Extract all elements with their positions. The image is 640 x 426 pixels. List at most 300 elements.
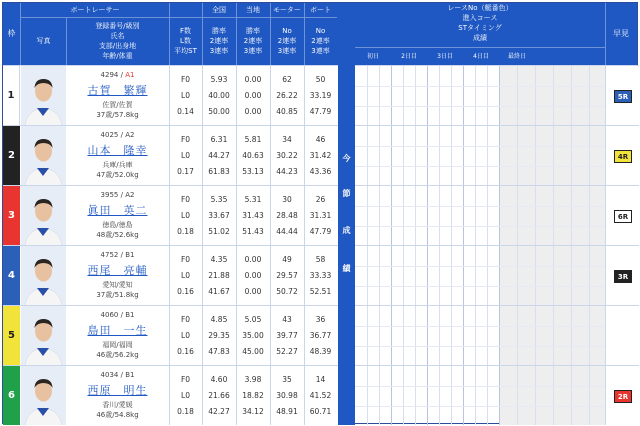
fl-st-values xyxy=(169,126,202,185)
sohaya-race-badge[interactable]: 2R xyxy=(614,390,632,403)
reg-number: 3955 xyxy=(100,191,119,199)
race-results-col-line xyxy=(391,366,392,425)
race-results-col-line xyxy=(451,66,452,125)
racer-row xyxy=(3,245,338,305)
race-results-col-line xyxy=(499,126,500,185)
race-results-grid xyxy=(355,65,605,425)
st-timing-label: STタイミング xyxy=(458,24,502,32)
konsetsu-char-1: 今 xyxy=(342,154,351,163)
f-count: F0 xyxy=(180,255,191,265)
zenkoku-3ren: 51.02 xyxy=(208,226,230,236)
boat-3ren: 47.79 xyxy=(309,106,332,116)
touchi-3ren: 34.12 xyxy=(242,406,264,416)
zenkoku-win-label: 勝率 xyxy=(212,27,226,35)
race-results-row-line xyxy=(355,226,605,227)
racer-photo xyxy=(21,246,66,305)
racer-age-weight: 37歳/51.8kg xyxy=(96,291,139,299)
racer-age-weight: 48歳/52.6kg xyxy=(96,231,139,239)
motor-2ren: 28.48 xyxy=(276,210,298,220)
racer-photo-icon xyxy=(21,66,66,125)
avg-st: 0.17 xyxy=(177,166,194,176)
motor-values xyxy=(270,186,304,245)
zenkoku-win: 5.93 xyxy=(210,75,228,85)
konsetsu-band xyxy=(338,3,355,425)
touchi-3ren-label: 3連率 xyxy=(243,47,263,55)
race-results-col-line xyxy=(517,246,518,305)
zenkoku-3ren: 41.67 xyxy=(208,286,230,296)
racer-info-header xyxy=(66,17,169,65)
race-results-col-line xyxy=(427,186,428,245)
race-results-col-line xyxy=(391,66,392,125)
race-results-row-line xyxy=(355,146,605,147)
race-results-col-line xyxy=(571,66,572,125)
race-results-col-line xyxy=(475,306,476,365)
race-results-col-line xyxy=(367,246,368,305)
race-results-row xyxy=(355,245,605,305)
touchi-values xyxy=(236,366,270,425)
race-results-col-line xyxy=(571,306,572,365)
racer-age-weight: 47歳/52.0kg xyxy=(96,171,139,179)
zenkoku-values xyxy=(202,126,236,185)
race-results-col-line xyxy=(571,246,572,305)
reg-class: 4025 / A2 xyxy=(100,131,135,139)
boat-no-label: No xyxy=(315,27,326,35)
f-count: F0 xyxy=(180,135,191,145)
race-results-col-line xyxy=(517,366,518,425)
waku-number: 3 xyxy=(3,186,20,245)
race-results-col-line xyxy=(487,126,488,185)
touchi-values xyxy=(236,186,270,245)
touchi-sub-header xyxy=(236,17,270,65)
racer-name-link[interactable]: 眞田 英二 xyxy=(87,204,148,217)
racer-info xyxy=(66,306,169,365)
fl-st-values xyxy=(169,306,202,365)
motor-values xyxy=(270,306,304,365)
konsetsu-char-3: 成 xyxy=(342,226,351,235)
race-results-col-line xyxy=(439,66,440,125)
motor-no: 49 xyxy=(282,255,292,265)
race-results-col-line xyxy=(403,306,404,365)
racer-name-link[interactable]: 西原 明生 xyxy=(87,384,148,397)
race-results-col-line xyxy=(499,186,500,245)
sohaya-cell xyxy=(605,65,639,125)
race-results-col-line xyxy=(499,306,500,365)
day-3-header: 3日目 xyxy=(437,52,453,60)
race-results-col-line xyxy=(439,306,440,365)
waku-number: 4 xyxy=(3,246,20,305)
racer-info xyxy=(66,366,169,425)
photo-header: 写真 xyxy=(36,37,51,45)
avg-st: 0.18 xyxy=(177,226,194,236)
zenkoku-3ren: 50.00 xyxy=(208,106,230,116)
touchi-win-label: 勝率 xyxy=(246,27,260,35)
boat-3ren-label: 3連率 xyxy=(311,47,330,55)
zenkoku-win: 4.35 xyxy=(210,255,228,265)
race-results-col-line xyxy=(499,246,500,305)
touchi-values xyxy=(236,306,270,365)
touchi-values xyxy=(236,126,270,185)
zenkoku-2ren: 29.35 xyxy=(208,330,230,340)
race-results-col-line xyxy=(475,186,476,245)
touchi-win: 5.31 xyxy=(244,195,262,205)
race-results-col-line xyxy=(517,306,518,365)
boat-2ren: 31.42 xyxy=(309,150,332,160)
race-results-col-line xyxy=(379,246,380,305)
sohaya-race-badge[interactable]: 5R xyxy=(614,90,632,103)
zenkoku-win: 4.60 xyxy=(210,375,228,385)
avg-st: 0.16 xyxy=(177,286,194,296)
reg-class: 4034 / B1 xyxy=(100,371,135,379)
zenkoku-2ren: 44.27 xyxy=(208,150,230,160)
l-count-label: L数 xyxy=(180,37,191,45)
racer-photo xyxy=(21,126,66,185)
race-results-row-line xyxy=(355,346,605,347)
reg-number: 4025 xyxy=(100,131,119,139)
branch-label: 支部/出身地 xyxy=(98,42,137,50)
racer-age-weight: 46歳/56.2kg xyxy=(96,351,139,359)
race-results-col-line xyxy=(427,126,428,185)
race-no-label: レースNo（艇番色） xyxy=(447,4,513,12)
race-results-col-line xyxy=(499,66,500,125)
race-results-col-line xyxy=(475,66,476,125)
avg-st: 0.18 xyxy=(177,406,194,416)
race-results-col-line xyxy=(589,246,590,305)
waku-number: 6 xyxy=(3,366,20,425)
reg-class: 4294 / A1 xyxy=(100,71,135,79)
sohaya-cell xyxy=(605,185,639,245)
touchi-2ren: 40.63 xyxy=(242,150,264,160)
l-count: L0 xyxy=(181,390,190,400)
motor-values xyxy=(270,246,304,305)
race-results-row-line xyxy=(355,266,605,267)
zenkoku-sub-header xyxy=(202,17,236,65)
racer-class: B1 xyxy=(125,311,135,319)
avg-st: 0.16 xyxy=(177,346,194,356)
touchi-win: 0.00 xyxy=(244,255,262,265)
race-results-row-line xyxy=(355,166,605,167)
race-results-col-line xyxy=(451,126,452,185)
race-results-col-line xyxy=(463,306,464,365)
race-results-col-line xyxy=(499,366,500,425)
racer-info xyxy=(66,186,169,245)
motor-3ren: 52.27 xyxy=(276,346,298,356)
boat-2ren: 41.52 xyxy=(309,390,332,400)
day-1-header: 初日 xyxy=(366,52,379,60)
zenkoku-2ren: 40.00 xyxy=(208,90,230,100)
boat-values xyxy=(304,246,337,305)
zenkoku-win: 6.31 xyxy=(210,135,228,145)
race-results-row-line xyxy=(355,206,605,207)
motor-sub-header xyxy=(270,17,304,65)
day-final-header: 最終日 xyxy=(507,52,526,60)
race-results-row-line xyxy=(355,326,605,327)
race-results-col-line xyxy=(415,126,416,185)
touchi-2ren: 0.00 xyxy=(244,90,262,100)
racer-photo-icon xyxy=(21,246,66,305)
boat-3ren: 43.36 xyxy=(309,166,332,176)
racer-row xyxy=(3,185,338,245)
boat-no: 46 xyxy=(315,135,326,145)
l-count: L0 xyxy=(181,270,190,280)
race-results-col-line xyxy=(589,306,590,365)
result-label: 成績 xyxy=(473,34,487,42)
touchi-2ren: 0.00 xyxy=(244,270,262,280)
race-results-col-line xyxy=(553,126,554,185)
motor-no-label: No xyxy=(282,27,292,35)
racer-photo xyxy=(21,366,66,425)
motor-values xyxy=(270,366,304,425)
touchi-header: 当地 xyxy=(246,6,260,14)
boat-no: 26 xyxy=(315,195,326,205)
race-results-row xyxy=(355,365,605,425)
racer-info xyxy=(66,246,169,305)
l-count: L0 xyxy=(181,210,190,220)
race-results-col-line xyxy=(451,306,452,365)
boat-header: ボート xyxy=(310,6,331,14)
sohaya-race-badge[interactable]: 4R xyxy=(614,150,632,163)
race-results-col-line xyxy=(415,66,416,125)
race-results-col-line xyxy=(379,66,380,125)
motor-no: 34 xyxy=(282,135,292,145)
race-results-col-line xyxy=(517,126,518,185)
race-results-col-line xyxy=(535,366,536,425)
motor-2ren: 26.22 xyxy=(276,90,298,100)
race-results-col-line xyxy=(403,186,404,245)
motor-no: 62 xyxy=(282,75,292,85)
racer-branch: 兵庫/兵庫 xyxy=(102,161,133,169)
race-results-col-line xyxy=(553,186,554,245)
reg-class-label: 登録番号/級別 xyxy=(95,22,140,30)
zenkoku-values xyxy=(202,66,236,125)
race-results-row-line xyxy=(355,106,605,107)
race-results-col-line xyxy=(535,66,536,125)
racer-name-link[interactable]: 山本 隆幸 xyxy=(87,144,148,157)
racer-info xyxy=(66,66,169,125)
race-results-col-line xyxy=(367,366,368,425)
racer-photo xyxy=(21,186,66,245)
waku-number: 5 xyxy=(3,306,20,365)
race-results-col-line xyxy=(427,306,428,365)
zenkoku-values xyxy=(202,366,236,425)
boat-3ren: 60.71 xyxy=(309,406,332,416)
race-results-col-line xyxy=(367,306,368,365)
race-results-col-line xyxy=(379,306,380,365)
course-label: 進入コース xyxy=(462,14,498,22)
racer-name-link[interactable]: 島田 一生 xyxy=(87,324,148,337)
racer-age-weight: 46歳/54.8kg xyxy=(96,411,139,419)
touchi-3ren: 51.43 xyxy=(242,226,264,236)
racer-name-link[interactable]: 西尾 亮輔 xyxy=(87,264,148,277)
race-results-col-line xyxy=(379,126,380,185)
race-results-col-line xyxy=(391,306,392,365)
day-4-header: 4日目 xyxy=(473,52,489,60)
zenkoku-win: 4.85 xyxy=(210,315,228,325)
boat-sub-header xyxy=(304,17,337,65)
race-results-col-line xyxy=(553,246,554,305)
race-results-col-line xyxy=(475,366,476,425)
motor-3ren: 48.91 xyxy=(276,406,298,416)
zenkoku-2ren: 21.66 xyxy=(208,390,230,400)
sohaya-cell xyxy=(605,305,639,365)
reg-class: 4752 / B1 xyxy=(100,251,135,259)
race-results-row xyxy=(355,125,605,185)
race-results-col-line xyxy=(415,306,416,365)
zenkoku-3ren-label: 3連率 xyxy=(209,47,229,55)
sohaya-header: 早見 xyxy=(613,29,629,38)
boat-2ren: 33.19 xyxy=(309,90,332,100)
touchi-win: 5.81 xyxy=(244,135,262,145)
touchi-win: 0.00 xyxy=(244,75,262,85)
race-results-col-line xyxy=(463,126,464,185)
race-results-col-line xyxy=(535,246,536,305)
fl-st-values xyxy=(169,66,202,125)
zenkoku-3ren: 42.27 xyxy=(208,406,230,416)
f-count: F0 xyxy=(180,315,191,325)
zenkoku-values xyxy=(202,306,236,365)
race-results-col-line xyxy=(415,186,416,245)
racer-branch: 香川/愛媛 xyxy=(102,401,133,409)
race-results-col-line xyxy=(403,126,404,185)
race-results-col-line xyxy=(463,246,464,305)
zenkoku-header: 全国 xyxy=(212,6,226,14)
race-results-col-line xyxy=(535,306,536,365)
sohaya-race-badge[interactable]: 3R xyxy=(614,270,632,283)
race-results-row xyxy=(355,65,605,125)
boat-no: 14 xyxy=(315,375,326,385)
waku-number: 1 xyxy=(3,66,20,125)
fl-st-values xyxy=(169,186,202,245)
waku-number: 2 xyxy=(3,126,20,185)
race-results-col-line xyxy=(475,246,476,305)
motor-2ren: 30.98 xyxy=(276,390,298,400)
touchi-values xyxy=(236,246,270,305)
motor-3ren: 40.85 xyxy=(276,106,298,116)
race-results-col-line xyxy=(391,126,392,185)
zenkoku-3ren: 47.83 xyxy=(208,346,230,356)
race-results-col-line xyxy=(571,186,572,245)
motor-3ren: 50.72 xyxy=(276,286,298,296)
race-results-col-line xyxy=(589,366,590,425)
zenkoku-2ren: 21.88 xyxy=(208,270,230,280)
race-results-col-line xyxy=(487,366,488,425)
reg-class: 4060 / B1 xyxy=(100,311,135,319)
boat-2ren: 33.33 xyxy=(309,270,332,280)
motor-2ren: 39.77 xyxy=(276,330,298,340)
race-results-col-line xyxy=(379,186,380,245)
racer-class: A1 xyxy=(125,71,135,79)
race-results-col-line xyxy=(427,366,428,425)
racer-class: B1 xyxy=(125,251,135,259)
race-results-col-line xyxy=(427,246,428,305)
day-2-header: 2日目 xyxy=(401,52,417,60)
motor-2ren-label: 2連率 xyxy=(277,37,297,45)
race-results-col-line xyxy=(553,66,554,125)
race-results-col-line xyxy=(439,186,440,245)
sohaya-cell xyxy=(605,125,639,185)
boat-no: 58 xyxy=(315,255,326,265)
racer-class: A2 xyxy=(125,131,135,139)
racer-table xyxy=(2,2,638,424)
race-results-col-line xyxy=(487,66,488,125)
motor-3ren: 44.44 xyxy=(276,226,298,236)
reg-number: 4294 xyxy=(100,71,119,79)
racer-photo-icon xyxy=(21,186,66,245)
race-results-col-line xyxy=(553,366,554,425)
race-results-col-line xyxy=(517,66,518,125)
race-results-col-line xyxy=(475,126,476,185)
motor-3ren-label: 3連率 xyxy=(277,47,297,55)
motor-header: モーター xyxy=(273,6,301,14)
racer-name-link[interactable]: 古賀 繁輝 xyxy=(87,84,148,97)
race-results-col-line xyxy=(391,186,392,245)
fl-st-values xyxy=(169,246,202,305)
touchi-3ren: 0.00 xyxy=(244,286,262,296)
race-results-row-line xyxy=(355,406,605,407)
motor-no: 35 xyxy=(282,375,292,385)
race-results-row-line xyxy=(355,286,605,287)
race-results-col-line xyxy=(487,246,488,305)
race-results-row-line xyxy=(355,86,605,87)
motor-no: 30 xyxy=(282,195,292,205)
race-results-row xyxy=(355,185,605,245)
race-results-col-line xyxy=(487,306,488,365)
racer-row xyxy=(3,65,338,125)
boat-2ren: 36.77 xyxy=(309,330,332,340)
race-results-col-line xyxy=(535,186,536,245)
race-results-col-line xyxy=(571,366,572,425)
race-results-col-line xyxy=(571,126,572,185)
racer-photo xyxy=(21,66,66,125)
race-results-header xyxy=(355,3,605,43)
racer-row xyxy=(3,365,338,425)
racer-class: B1 xyxy=(125,371,135,379)
boat-3ren: 52.51 xyxy=(309,286,332,296)
racer-row xyxy=(3,125,338,185)
touchi-3ren: 45.00 xyxy=(242,346,264,356)
race-results-col-line xyxy=(403,66,404,125)
touchi-2ren: 35.00 xyxy=(242,330,264,340)
f-count: F0 xyxy=(180,195,191,205)
konsetsu-char-2: 節 xyxy=(342,189,351,198)
zenkoku-values xyxy=(202,246,236,305)
race-results-col-line xyxy=(463,66,464,125)
f-count-label: F数 xyxy=(179,27,192,35)
racer-info xyxy=(66,126,169,185)
race-results-col-line xyxy=(439,126,440,185)
racer-header: ボートレーサー xyxy=(70,6,120,14)
race-results-col-line xyxy=(517,186,518,245)
race-results-col-line xyxy=(589,186,590,245)
race-results-row xyxy=(355,305,605,365)
race-results-col-line xyxy=(439,366,440,425)
race-results-row-line xyxy=(355,386,605,387)
sohaya-race-badge[interactable]: 6R xyxy=(614,210,632,223)
race-results-col-line xyxy=(415,366,416,425)
motor-values xyxy=(270,126,304,185)
f-count: F0 xyxy=(180,375,191,385)
age-weight-label: 年齢/体重 xyxy=(102,52,133,60)
race-results-col-line xyxy=(535,126,536,185)
touchi-2ren: 18.82 xyxy=(242,390,264,400)
race-results-col-line xyxy=(367,126,368,185)
race-results-col-line xyxy=(487,186,488,245)
race-results-col-line xyxy=(367,186,368,245)
touchi-win: 3.98 xyxy=(244,375,262,385)
motor-no: 43 xyxy=(282,315,292,325)
boat-values xyxy=(304,366,337,425)
race-results-col-line xyxy=(463,186,464,245)
touchi-values xyxy=(236,66,270,125)
